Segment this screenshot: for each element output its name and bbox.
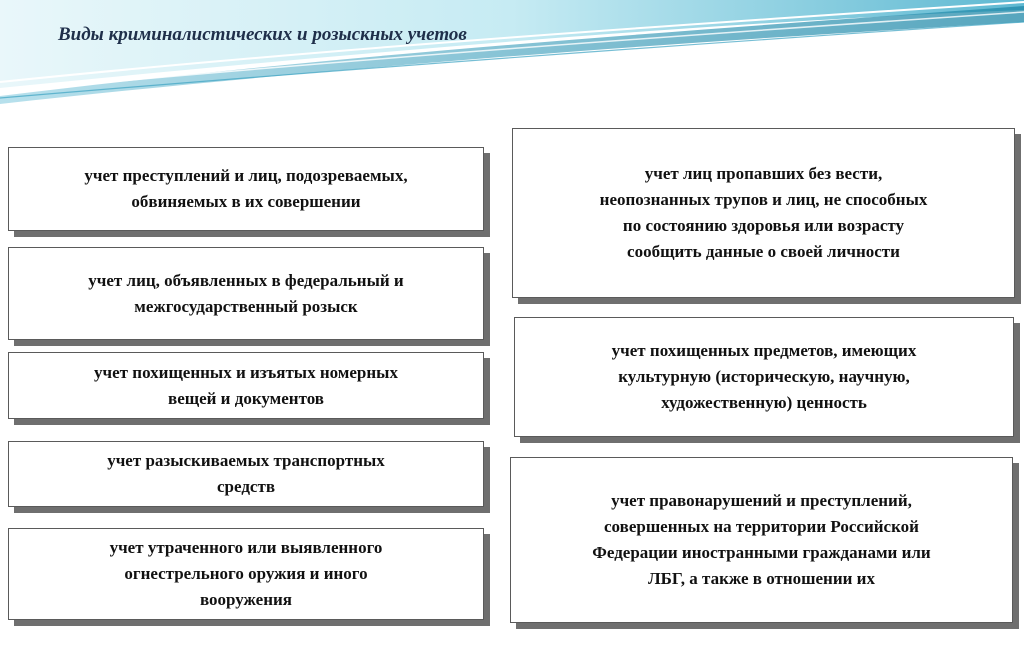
right-box-2-text: учет похищенных предметов, имеющих культурную (историческую, научную, художественную) ценность — [611, 341, 917, 412]
left-box-5-text: учет утраченного или выявленного огнестрельного оружия и иного вооружения — [109, 538, 383, 609]
left-box-2 — [8, 247, 484, 340]
left-box-4 — [8, 441, 484, 507]
right-box-1 — [512, 128, 1015, 298]
left-box-4-text: учет разыскиваемых транспортных средств — [107, 451, 385, 496]
right-box-1-text: учет лиц пропавших без вести, неопознанных трупов и лиц, не способных по состоянию здоровья или возрасту сообщить данные о своей личности — [599, 164, 928, 261]
right-box-3-text: учет правонарушений и преступлений, совершенных на территории Российской Федерации иностранными гражданами или ЛБГ, а также в отношении их — [592, 491, 931, 588]
left-box-3 — [8, 352, 484, 419]
left-box-1-text: учет преступлений и лиц, подозреваемых, обвиняемых в их совершении — [84, 166, 408, 211]
left-box-1 — [8, 147, 484, 231]
left-box-5 — [8, 528, 484, 620]
right-box-2 — [514, 317, 1014, 437]
left-box-2-text: учет лиц, объявленных в федеральный и межгосударственный розыск — [88, 270, 404, 316]
slide-title: Виды криминалистических и розыскных учетов — [58, 24, 467, 45]
right-box-3 — [510, 457, 1013, 623]
left-box-3-text: учет похищенных и изъятых номерных вещей и документов — [94, 362, 398, 408]
header-wave-decoration — [0, 0, 1024, 110]
